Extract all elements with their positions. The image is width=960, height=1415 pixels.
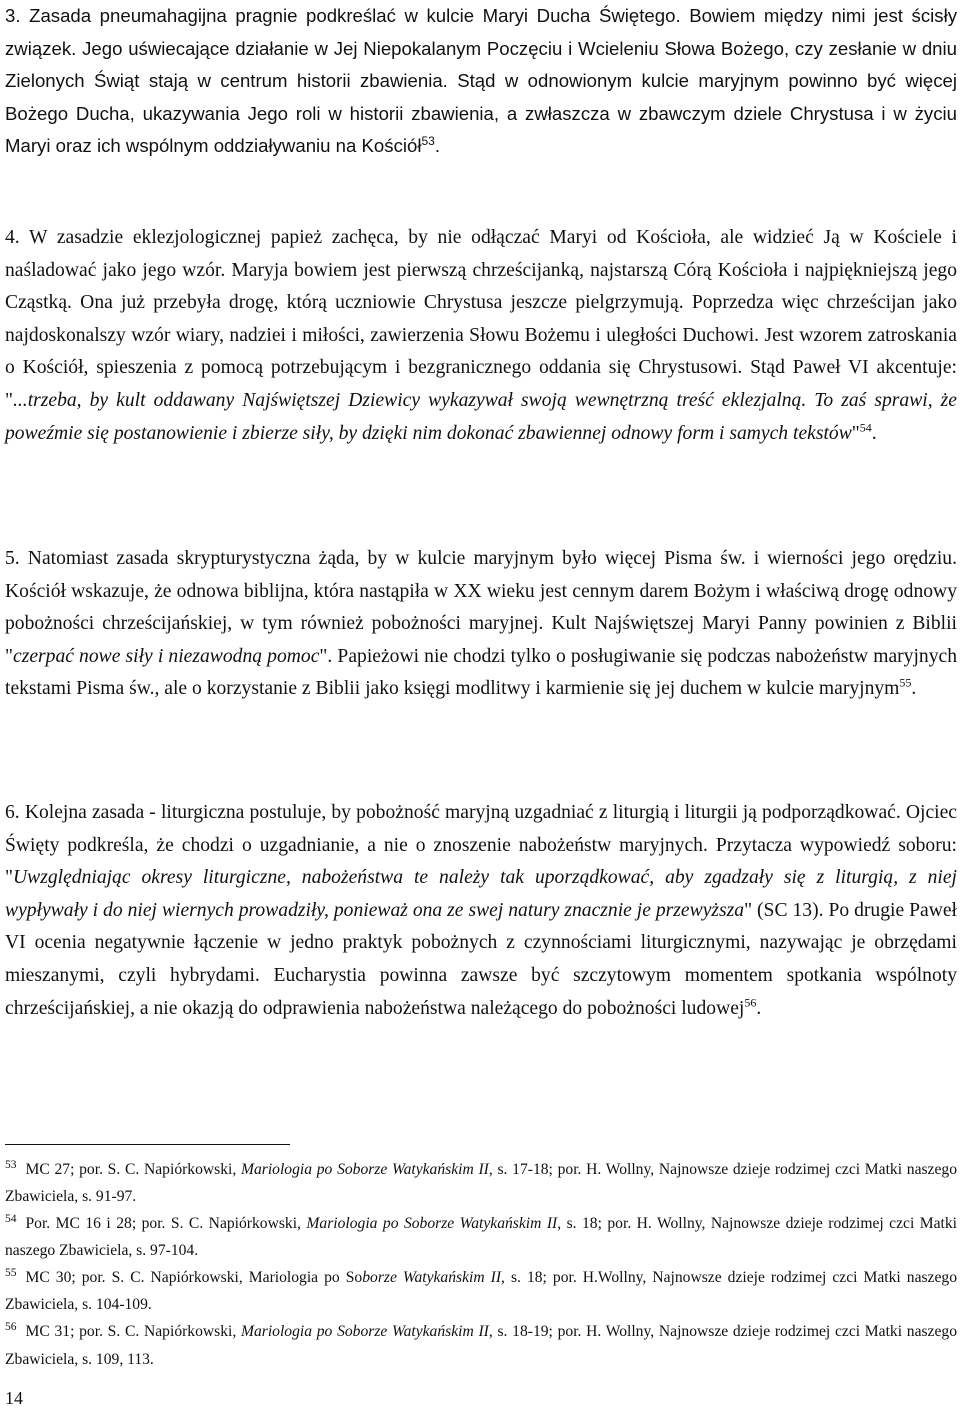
- footnote-56: $^{56}$ MC 31; por. S. C. Napiórkowski, Mariologia po Soborze Watykańskim II, s. 18-19; por. H. Wollny, Najnowsze dzieje rodzimej czci Matki naszego Zbawiciela, s. 109, 113.: [5, 1321, 957, 1368]
- footnote-title: Mariologia po Soborze Watykańskim II: [240, 1323, 489, 1341]
- footnote-55: $^{55}$ MC 30; por. S. C. Napiórkowski, Mariologia po Soborze Watykańskim II, s. 18; por. H.Wollny, Najnowsze dzieje rodzimej czci Matki naszego Zbawiciela, s. 104-109.: [5, 1267, 957, 1314]
- footnote-number: 56: [5, 1321, 17, 1334]
- footnote-title: Mariologia po Soborze Watykańskim II: [240, 1161, 489, 1178]
- footnote-number: 54: [5, 1212, 17, 1225]
- paragraph-6-quote: Uwzględniając okresy liturgiczne, nabożeństwa te należy tak uporządkować, aby zgadzały się z liturgią, z niej wypływały i do niej wiernych prowadziły, ponieważ ona ze swej natury znacznie je przewyższa: [5, 867, 957, 921]
- footnote-title: borze Watykańskim II: [362, 1269, 502, 1287]
- footnote-number: 53: [5, 1158, 17, 1171]
- paragraph-5-text: 5. Natomiast zasada skrypturystyczna żąda, by w kulcie maryjnym było więcej Pisma św. i wierności jego orędziu. Kościół wskazuje, że odnowa biblijna, która nastąpiła w XX wieku jest cennym darem Bożym i właściwą drogę odnowy pobożności chrześcijańskiej, w tym również pobożności maryjnej. Kult Najświętszej Maryi Panny powinien z Biblii ": [5, 548, 957, 667]
- footnote-ref-53[interactable]: 53: [421, 134, 435, 149]
- paragraph-4: 4. W zasadzie eklezjologicznej papież zachęca, by nie odłączać Maryi od Kościoła, ale widzieć Ją w Kościele i naśladować jako jego wzór. Maryja bowiem jest pierwszą chrześcijanką, najstarszą Córą Kościoła i najpiękniejszą jego Cząstką. Ona już przebyła drogę, którą uczniowie Chrystusa jeszcze pielgrzymują. Poprzedza więc chrześcijan jako najdoskonalszy wzór wiary, nadziei i miłości, zawierzenia Słowu Bożemu i uległości Duchowi. Jest wzorem zatroskania o Kościół, spieszenia z pomocą potrzebującym i bezgranicznego oddania się Chrystusowi. Stąd Paweł VI akcentuje: "...trzeba, by kult oddawany Najświętszej Dziewicy wykazywał swoją wewnętrzną treść eklezjalną. To zaś sprawi, że poweźmie się postanowienie i zbierze siły, by dzięki nim dokonać zbawiennej odnowy form i samych tekstów"$^{54}$.: [5, 227, 957, 444]
- paragraph-4-quote: ...trzeba, by kult oddawany Najświętszej Dziewicy wykazywał swoją wewnętrzną treść eklezjalną. To zaś sprawi, że poweźmie się postanowienie i zbierze siły, by dzięki nim dokonać zbawiennej odnowy form i samych tekstów: [5, 389, 957, 444]
- footnote-number: 55: [5, 1267, 17, 1279]
- footnote-ref-56[interactable]: 56: [744, 995, 757, 1010]
- paragraph-6-text: 6. Kolejna zasada - liturgiczna postuluje, by pobożność maryjną uzgadniać z liturgią i liturgii ją podporządkować. Ojciec Święty podkreśla, że chodzi o uzgadnianie, a nie o znoszenie nabożeństw maryjnych. Przytacza wypowiedź soboru: ": [5, 802, 957, 889]
- footnote-54: $^{54}$ Por. MC 16 i 28; por. S. C. Napiórkowski, Mariologia po Soborze Watykańskim II, s. 18; por. H. Wollny, Najnowsze dzieje rodzimej czci Matki naszego Zbawiciela, s. 97-104.: [5, 1212, 957, 1260]
- paragraph-3-text: 3. Zasada pneumahagijna pragnie podkreślać w kulcie Maryi Ducha Świętego. Bowiem między nimi jest ścisły związek. Jego uświecające działanie w Jej Niepokalanym Poczęciu i Wcieleniu Słowa Bożego, czy zesłanie w dniu Zielonych Świąt stają w centrum historii zbawienia. Stąd w odnowionym kulcie maryjnym powinno być więcej Bożego Ducha, ukazywania Jego roli w historii zbawienia, a zwłaszcza w zbawczym dziele Chrystusa i w życiu Maryi oraz ich wspólnym oddziaływaniu na Kościół: [5, 5, 957, 157]
- footnote-ref-54[interactable]: 54: [859, 420, 872, 435]
- paragraph-5: 5. Natomiast zasada skrypturystyczna żąda, by w kulcie maryjnym było więcej Pisma św. i wierności jego orędziu. Kościół wskazuje, że odnowa biblijna, która nastąpiła w XX wieku jest cennym darem Bożym i właściwą drogę odnowy pobożności chrześcijańskiej, w tym również pobożności maryjnej. Kult Najświętszej Maryi Panny powinien z Biblii "czerpać nowe siły i niezawodną pomoc". Papieżowi nie chodzi tylko o posługiwanie się podczas nabożeństw maryjnych tekstami Pisma św., ale o korzystanie z Biblii jako księgi modlitwy i karmienie się jej duchem w kulcie maryjnym$^{55}$.: [5, 548, 957, 700]
- footnote-separator: [5, 1144, 290, 1145]
- footnote-title: Mariologia po Soborze Watykańskim II: [306, 1215, 558, 1233]
- footnote-53: $^{53}$ MC 27; por. S. C. Napiórkowski, Mariologia po Soborze Watykańskim II, s. 17-18; por. H. Wollny, Najnowsze dzieje rodzimej czci Matki naszego Zbawiciela, s. 91-97.: [5, 1158, 957, 1206]
- paragraph-5-quote: czerpać nowe siły i niezawodną pomoc: [13, 645, 320, 667]
- paragraph-4-text: 4. W zasadzie eklezjologicznej papież zachęca, by nie odłączać Maryi od Kościoła, ale widzieć Ją w Kościele i naśladować jako jego wzór. Maryja bowiem jest pierwszą chrześcijanką, najstarszą Córą Kościoła i najpiękniejszą jego Cząstką. Ona już przebyła drogę, którą uczniowie Chrystusa jeszcze pielgrzymują. Poprzedza więc chrześcijan jako najdoskonalszy wzór wiary, nadziei i miłości, zawierzenia Słowu Bożemu i uległości Duchowi. Jest wzorem zatroskania o Kościół, spieszenia z pomocą potrzebującym i bezgranicznego oddania się Chrystusowi. Stąd Paweł VI akcentuje: ": [5, 227, 957, 411]
- footnote-ref-55[interactable]: 55: [899, 675, 912, 690]
- page-number: 14: [5, 1388, 23, 1408]
- paragraph-6: 6. Kolejna zasada - liturgiczna postuluje, by pobożność maryjną uzgadniać z liturgią i liturgii ją podporządkować. Ojciec Święty podkreśla, że chodzi o uzgadnianie, a nie o znoszenie nabożeństw maryjnych. Przytacza wypowiedź soboru: "Uwzględniając okresy liturgiczne, nabożeństwa te należy tak uporządkować, aby zgadzały się z liturgią, z niej wypływały i do niej wiernych prowadziły, ponieważ ona ze swej natury znacznie je przewyższa" (SC 13). Po drugie Paweł VI ocenia negatywnie łączenie w jedno praktyk pobożnych z czynnościami liturgicznymi, nazywając je obrzędami mieszanymi, czyli hybrydami. Eucharystia powinna zawsze być szczytowym momentem spotkania wspólnoty chrześcijańskiej, a nie okazją do odprawienia nabożeństwa należącego do pobożności ludowej$^{56}$.: [5, 802, 957, 1019]
- paragraph-3: 3. Zasada pneumahagijna pragnie podkreślać w kulcie Maryi Ducha Świętego. Bowiem między nimi jest ścisły związek. Jego uświecające działanie w Jej Niepokalanym Poczęciu i Wcieleniu Słowa Bożego, czy zesłanie w dniu Zielonych Świąt stają w centrum historii zbawienia. Stąd w odnowionym kulcie maryjnym powinno być więcej Bożego Ducha, ukazywania Jego roli w historii zbawienia, a zwłaszcza w zbawczym dziele Chrystusa i w życiu Maryi oraz ich wspólnym oddziaływaniu na Kościół$^{53}$.: [5, 5, 957, 157]
- footnotes: [5, 1156, 957, 1372]
